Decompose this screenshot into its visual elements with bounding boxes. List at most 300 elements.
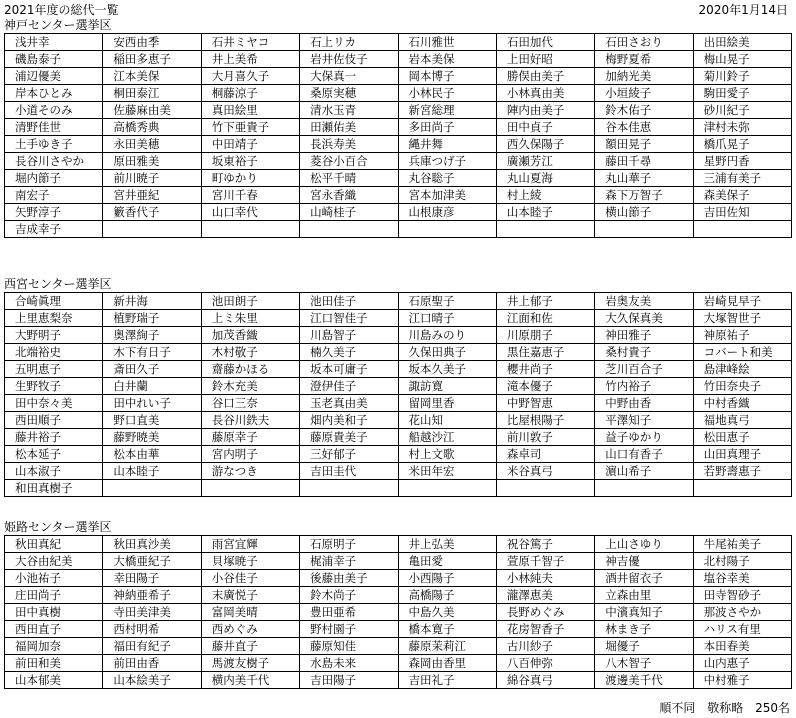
member-name-cell: 川島智子 [300,327,398,344]
member-name-cell: 井上郁子 [496,293,594,310]
member-name-cell: 江口智佳子 [300,310,398,327]
member-name-cell: 多田尚子 [398,119,496,136]
member-name-cell [693,221,791,238]
table-row [5,68,792,85]
member-name-cell: 岡本博子 [398,68,496,85]
member-name-cell: 堀優子 [595,638,693,655]
member-name-cell: 秋田真紀 [5,536,103,553]
member-name-cell [201,221,299,238]
member-name-cell: 立森由里 [595,587,693,604]
member-name-cell: 亀田愛 [398,553,496,570]
member-name-cell: 若野壽惠子 [693,463,791,480]
member-name-cell: 木下有日子 [103,344,201,361]
member-name-cell: 後藤由美子 [300,570,398,587]
member-name-cell: 花房智香子 [496,621,594,638]
member-name-cell: 梶浦幸子 [300,553,398,570]
member-name-cell: 坂本可庸子 [300,361,398,378]
member-name-cell: 山内惠子 [693,655,791,672]
member-name-cell: 神納亜希子 [103,587,201,604]
member-name-cell: 澄伊佳子 [300,378,398,395]
member-name-cell: 豊田亜希 [300,604,398,621]
district-title: 西宮センター選挙区 [4,277,112,291]
member-name-cell: 楠久美子 [300,344,398,361]
member-name-cell: 丸山華子 [595,170,693,187]
member-name-cell: 桐藤涼子 [201,85,299,102]
member-name-cell: 馬渡友樹子 [201,655,299,672]
table-row [5,51,792,68]
member-table [4,33,792,238]
district-kobe [4,18,792,238]
member-name-cell: 西久保陽子 [496,136,594,153]
member-name-cell: 松平千晴 [300,170,398,187]
member-name-cell: 桐田泰江 [103,85,201,102]
member-name-cell: 生野牧子 [5,378,103,395]
table-row [5,327,792,344]
member-name-cell: 丸山夏海 [496,170,594,187]
table-row [5,672,792,689]
member-name-cell [103,480,201,497]
member-name-cell: 江口晴子 [398,310,496,327]
footer-note [651,701,790,716]
member-name-cell: 八百伸弥 [496,655,594,672]
member-name-cell: 森岡由香里 [398,655,496,672]
member-name-cell: 吉成幸子 [5,221,103,238]
member-name-cell: 山本淑子 [5,463,103,480]
member-name-cell: 齋藤かほる [201,361,299,378]
table-row [5,344,792,361]
member-name-cell: 酒井留衣子 [595,570,693,587]
table-row [5,221,792,238]
member-name-cell: 長浜寿美 [300,136,398,153]
member-name-cell [398,221,496,238]
member-name-cell: 縄井舞 [398,136,496,153]
member-name-cell: 駒田愛子 [693,85,791,102]
member-name-cell: 池田朗子 [201,293,299,310]
member-name-cell: 陣内由美子 [496,102,594,119]
member-name-cell: 幸田陽子 [103,570,201,587]
member-name-cell: 石田加代 [496,34,594,51]
member-name-cell: 星野円香 [693,153,791,170]
member-name-cell: 横山節子 [595,204,693,221]
table-row [5,102,792,119]
member-name-cell: 小林真由美 [496,85,594,102]
member-name-cell: 岩崎見早子 [693,293,791,310]
member-name-cell: 木村敬子 [201,344,299,361]
member-name-cell: 長谷川さやか [5,153,103,170]
member-name-cell: 松本延子 [5,446,103,463]
member-name-cell: 林まき子 [595,621,693,638]
district-nishinomiya [4,277,792,497]
member-name-cell: 米谷真弓 [496,463,594,480]
member-name-cell: 大橋亜紀子 [103,553,201,570]
member-name-cell: 梅野夏希 [595,51,693,68]
member-name-cell: 留岡里香 [398,395,496,412]
member-name-cell: 松田恵子 [693,429,791,446]
member-name-cell: 畑内美和子 [300,412,398,429]
member-name-cell: 田中奈々美 [5,395,103,412]
member-count: 250名 [755,701,790,715]
member-name-cell: 藤原貴美子 [300,429,398,446]
member-name-cell: 小垣綾子 [595,85,693,102]
member-name-cell: 前川暁子 [103,170,201,187]
member-name-cell: 植野瑞子 [103,310,201,327]
member-name-cell: 野口直美 [103,412,201,429]
member-name-cell: 津村未弥 [693,119,791,136]
member-name-cell: 諏訪寛 [398,378,496,395]
district-title: 神戸センター選挙区 [4,18,112,32]
member-name-cell: 山崎桂子 [300,204,398,221]
table-row [5,536,792,553]
member-name-cell: 橋本寛子 [398,621,496,638]
member-name-cell: 山本郁美 [5,672,103,689]
table-row [5,85,792,102]
member-name-cell: 水島未来 [300,655,398,672]
member-name-cell: 野村園子 [300,621,398,638]
member-name-cell: 藤原知佳 [300,638,398,655]
member-name-cell: 森美保子 [693,187,791,204]
member-name-cell: 桑村貴子 [595,344,693,361]
member-name-cell: 藤野暁美 [103,429,201,446]
member-name-cell: 山本睦子 [103,463,201,480]
member-name-cell: 古川紗子 [496,638,594,655]
member-name-cell: 川原朋子 [496,327,594,344]
member-name-cell: 岩井佐伎子 [300,51,398,68]
member-name-cell: 出田絵美 [693,34,791,51]
member-name-cell: 横内美千代 [201,672,299,689]
member-name-cell: 町ゆかり [201,170,299,187]
district-himeji [4,520,792,689]
member-name-cell: 那波さやか [693,604,791,621]
member-name-cell: 額田晃子 [595,136,693,153]
member-name-cell: 福田有紀子 [103,638,201,655]
table-row [5,621,792,638]
member-name-cell: 松本由華 [103,446,201,463]
member-name-cell: 兵庫つげ子 [398,153,496,170]
member-name-cell: 谷本佳恵 [595,119,693,136]
member-name-cell: 大久保真美 [595,310,693,327]
member-name-cell: 長谷川鉄夫 [201,412,299,429]
member-name-cell: 合崎眞理 [5,293,103,310]
member-name-cell: 益子ゆかり [595,429,693,446]
member-name-cell: 神原祐子 [693,327,791,344]
page-title: 2021年度の総代一覧 [4,3,119,17]
member-name-cell: 前田和美 [5,655,103,672]
member-name-cell: 斎田久子 [103,361,201,378]
member-name-cell: 清水玉青 [300,102,398,119]
member-name-cell: 塩谷幸美 [693,570,791,587]
member-name-cell: 桑原実穂 [300,85,398,102]
table-row [5,34,792,51]
member-name-cell: 坂本久美子 [398,361,496,378]
member-name-cell: ハリス有里 [693,621,791,638]
member-name-cell: 大野明子 [5,327,103,344]
member-name-cell: 島津峰絵 [693,361,791,378]
table-row [5,638,792,655]
member-name-cell: 雨宮宜輝 [201,536,299,553]
member-name-cell: 磯島泰子 [5,51,103,68]
member-name-cell: 宮川千春 [201,187,299,204]
member-name-cell: 浦辺優美 [5,68,103,85]
member-name-cell: 竹田奈央子 [693,378,791,395]
member-name-cell [300,480,398,497]
table-row [5,378,792,395]
member-name-cell: 石原明子 [300,536,398,553]
member-name-cell: 原田雅美 [103,153,201,170]
table-row [5,412,792,429]
table-row [5,310,792,327]
member-name-cell: 玉老真由美 [300,395,398,412]
member-name-cell: 貝塚暁子 [201,553,299,570]
member-name-cell: 中田靖子 [201,136,299,153]
member-name-cell: 坂東裕子 [201,153,299,170]
member-name-cell: 山田真理子 [693,446,791,463]
member-name-cell: 西田直子 [5,621,103,638]
member-name-cell: 吉田圭代 [300,463,398,480]
member-name-cell: 村上綾 [496,187,594,204]
member-name-cell: 大月喜久子 [201,68,299,85]
member-name-cell: 山口有香子 [595,446,693,463]
member-name-cell: 滝本優子 [496,378,594,395]
table-row [5,480,792,497]
member-name-cell: 寺田美津美 [103,604,201,621]
member-name-cell: 小西陽子 [398,570,496,587]
member-name-cell: 大保真一 [300,68,398,85]
member-name-cell: 三浦有美子 [693,170,791,187]
member-name-cell: 菱谷小百合 [300,153,398,170]
member-name-cell: 大谷由紀美 [5,553,103,570]
member-name-cell: 小林純夫 [496,570,594,587]
member-name-cell: 山本睦子 [496,204,594,221]
member-name-cell: 岸本ひとみ [5,85,103,102]
member-name-cell: 秋田真沙美 [103,536,201,553]
member-name-cell: 前川敦子 [496,429,594,446]
member-name-cell: 本田春美 [693,638,791,655]
member-name-cell [693,480,791,497]
table-row [5,570,792,587]
member-name-cell: 鈴木尚子 [300,587,398,604]
table-row [5,553,792,570]
member-name-cell: 池田佳子 [300,293,398,310]
member-name-cell: 上里恵梨奈 [5,310,103,327]
member-name-cell: 小谷佳子 [201,570,299,587]
member-name-cell: 堀内節子 [5,170,103,187]
member-name-cell: 米田年宏 [398,463,496,480]
member-name-cell: 江本美保 [103,68,201,85]
member-name-cell: 黒住嘉恵子 [496,344,594,361]
member-name-cell: 加茂香織 [201,327,299,344]
member-name-cell: 高橋秀典 [103,119,201,136]
member-name-cell: 田寺智砂子 [693,587,791,604]
member-name-cell [595,480,693,497]
table-row [5,361,792,378]
member-name-cell: 藤井直子 [201,638,299,655]
member-name-cell: 森下万智子 [595,187,693,204]
district-title: 姫路センター選挙区 [4,520,112,534]
member-name-cell: 藤原茉莉江 [398,638,496,655]
member-name-cell: 石上リカ [300,34,398,51]
member-name-cell: 宮井亜紀 [103,187,201,204]
member-name-cell: 白井蘭 [103,378,201,395]
table-row [5,587,792,604]
table-row [5,446,792,463]
member-name-cell: 山本絵美子 [103,672,201,689]
member-name-cell: 丸谷聡子 [398,170,496,187]
member-name-cell: 小池祐子 [5,570,103,587]
member-name-cell: 田中真樹 [5,604,103,621]
table-row [5,119,792,136]
member-name-cell: 藤原幸子 [201,429,299,446]
member-name-cell: 石井ミヤコ [201,34,299,51]
member-name-cell: 高橋陽子 [398,587,496,604]
member-name-cell [496,221,594,238]
member-name-cell: 瀧澤恵美 [496,587,594,604]
member-name-cell: 真田絵里 [201,102,299,119]
member-name-cell: 芝川百合子 [595,361,693,378]
member-name-cell: 鈴木佑子 [595,102,693,119]
member-name-cell: 上ミ朱里 [201,310,299,327]
member-table [4,292,792,497]
member-name-cell [201,480,299,497]
member-name-cell: 川島みのり [398,327,496,344]
member-name-cell: 吉田礼子 [398,672,496,689]
member-name-cell: 新宮総理 [398,102,496,119]
member-name-cell: 清野佳世 [5,119,103,136]
member-name-cell: 福岡加奈 [5,638,103,655]
member-name-cell: 比屋根陽子 [496,412,594,429]
member-name-cell: 中村香織 [693,395,791,412]
member-name-cell: 上山さゆり [595,536,693,553]
member-name-cell: 江面和佐 [496,310,594,327]
member-name-cell: 山根康彦 [398,204,496,221]
member-name-cell: 石原聖子 [398,293,496,310]
member-name-cell: 勝俣由美子 [496,68,594,85]
member-name-cell: 土手ゆき子 [5,136,103,153]
table-row [5,604,792,621]
member-name-cell: 中村雅子 [693,672,791,689]
member-name-cell: 佐藤麻由美 [103,102,201,119]
member-name-cell: 吉田佐知 [693,204,791,221]
member-name-cell [496,480,594,497]
member-name-cell [300,221,398,238]
member-name-cell: 櫻井尚子 [496,361,594,378]
member-name-cell: 森卓司 [496,446,594,463]
member-name-cell: 梅山晃子 [693,51,791,68]
member-name-cell: 竹内裕子 [595,378,693,395]
honorific-note: 敬称略 [707,701,744,715]
member-name-cell: 牛尾祐美子 [693,536,791,553]
member-name-cell: 宮本加津美 [398,187,496,204]
member-name-cell: 菊川鈴子 [693,68,791,85]
member-name-cell: 鈴木充美 [201,378,299,395]
member-name-cell: 稲田多恵子 [103,51,201,68]
member-name-cell: 岩本美保 [398,51,496,68]
member-name-cell: 谷口三奈 [201,395,299,412]
member-name-cell: 加納光美 [595,68,693,85]
member-name-cell: 藤井裕子 [5,429,103,446]
member-name-cell: 渡邊美千代 [595,672,693,689]
member-name-cell: 中島久美 [398,604,496,621]
member-name-cell: 長野めぐみ [496,604,594,621]
member-name-cell: 福地真弓 [693,412,791,429]
member-name-cell: 五明恵子 [5,361,103,378]
member-name-cell: 平澤知子 [595,412,693,429]
member-name-cell: 庄田尚子 [5,587,103,604]
member-name-cell: 新井海 [103,293,201,310]
table-row [5,429,792,446]
member-name-cell: 濵山希子 [595,463,693,480]
table-row [5,293,792,310]
member-name-cell: 藤田千尋 [595,153,693,170]
member-name-cell: 富岡美晴 [201,604,299,621]
member-name-cell: 村上文歌 [398,446,496,463]
member-name-cell: 安西由季 [103,34,201,51]
table-row [5,153,792,170]
member-name-cell: 石田さおり [595,34,693,51]
member-name-cell: 萱原千智子 [496,553,594,570]
member-name-cell: 西田順子 [5,412,103,429]
member-name-cell: 岩奥友美 [595,293,693,310]
member-name-cell: 宮永香織 [300,187,398,204]
member-name-cell: 橋爪晃子 [693,136,791,153]
member-name-cell: 奥澤絢子 [103,327,201,344]
member-name-cell: 井上弘美 [398,536,496,553]
member-name-cell: 石川雅世 [398,34,496,51]
member-name-cell: 永田美穂 [103,136,201,153]
member-name-cell: 和田真樹子 [5,480,103,497]
member-name-cell: 中濱真知子 [595,604,693,621]
member-name-cell: 小林民子 [398,85,496,102]
order-note: 順不同 [659,701,696,715]
member-name-cell: 久保田典子 [398,344,496,361]
member-name-cell: 神吉優 [595,553,693,570]
table-row [5,204,792,221]
member-name-cell: 中野智恵 [496,395,594,412]
member-name-cell: 綿谷真弓 [496,672,594,689]
member-name-cell [398,480,496,497]
table-row [5,170,792,187]
member-name-cell: 北村陽子 [693,553,791,570]
member-name-cell: 山口幸代 [201,204,299,221]
member-name-cell: 田中れい子 [103,395,201,412]
table-row [5,463,792,480]
member-name-cell: 砂川紀子 [693,102,791,119]
member-name-cell: 小道そのみ [5,102,103,119]
member-name-cell: 上田好昭 [496,51,594,68]
member-name-cell: 船越沙江 [398,429,496,446]
member-name-cell [103,221,201,238]
member-name-cell: 竹下亜貴子 [201,119,299,136]
member-name-cell: 矢野淳子 [5,204,103,221]
member-name-cell: 西村明希 [103,621,201,638]
member-name-cell: 北端裕史 [5,344,103,361]
document-date: 2020年1月14日 [698,3,788,17]
member-name-cell: 游なつき [201,463,299,480]
table-row [5,395,792,412]
member-name-cell: 井上美希 [201,51,299,68]
member-name-cell: 花山知 [398,412,496,429]
member-name-cell: 中野由香 [595,395,693,412]
member-name-cell: 田中貞子 [496,119,594,136]
member-name-cell: コバート和美 [693,344,791,361]
member-name-cell: 大塚智世子 [693,310,791,327]
member-name-cell: 宮内明子 [201,446,299,463]
member-name-cell: 神田雅子 [595,327,693,344]
member-name-cell: 廣瀬芳江 [496,153,594,170]
member-name-cell: 三好郁子 [300,446,398,463]
member-table [4,535,792,689]
member-name-cell: 西めぐみ [201,621,299,638]
member-name-cell: 浅井幸 [5,34,103,51]
